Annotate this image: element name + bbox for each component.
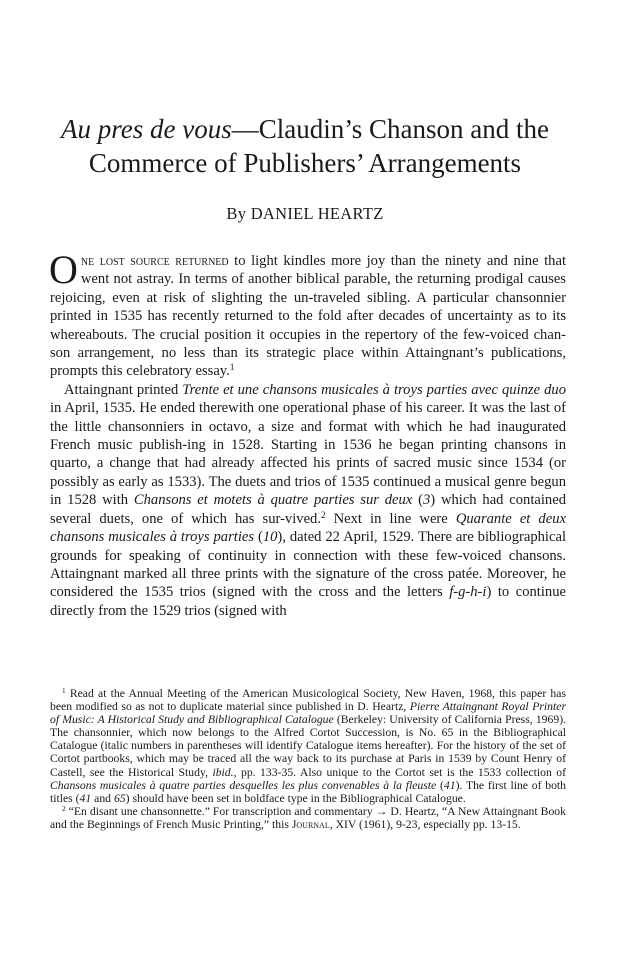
paragraph-1 <box>49 247 567 381</box>
footnote-2-number: 2 <box>62 804 66 813</box>
p2-text-6: ) to continue directly from the 1529 trios (signed with <box>50 584 566 619</box>
footnote-ref-1[interactable]: 1 <box>229 362 235 373</box>
title-rest: —Claudin’s Chanson and the Commerce of Publishers’ Arrangements <box>88 114 549 178</box>
p2-italic-letters: f-g-h-i <box>449 584 487 601</box>
catalogue-number-10: 10 <box>262 529 278 546</box>
footnote-2 <box>50 805 566 831</box>
fn1-cat-65: 65 <box>113 791 126 805</box>
paragraph-1-text: to light kindles more joy than the ninety and nine that went not astray. In terms of another biblical parable, the returning prodigal causes rejoicing, even at risk of slighting the un-traveled sibling. A particular chansonnier printed in 1535 has recently returned to the fold after decades of uncertainty as to its whereabouts. The crucial position it occupies in the repertory of the few-voiced chan-son arrangement, no less than its strategic place within Attaingnant’s publications, prompts this celebratory essay. <box>50 253 567 380</box>
footnote-ref-2[interactable]: 2 <box>321 509 326 520</box>
p2-italic-title-1: Trente et une chansons musicales à troys parties avec quinze duo <box>182 381 566 398</box>
fn1-text-a: Read at the Annual Meeting of the American Musicological Society, New Haven, 1968, this paper has been modified so as not to duplicate material since published in D. Heartz, <box>50 687 566 714</box>
fn1-text-l: ) should have been set in boldface type in the Bibliographical Catalogue. <box>125 791 466 805</box>
fn1-text-h: ). The first line of both titles ( <box>50 778 567 805</box>
footnotes <box>50 687 566 831</box>
fn1-collection-title: Chansons musicales à quatre parties desquelles les plus convenables à la fleuste <box>50 778 437 792</box>
p2-text-1: Attaingnant printed <box>64 381 183 398</box>
title-italic-part: Au pres de vous <box>61 114 232 144</box>
article-title <box>40 112 570 180</box>
fn1-text-c: (Berkeley: University of California Press, 1969). The chansonnier, which now belongs to the Alfred Cortot Succession, is No. 65 in the Bibliographical Catalogue (italic numbers in parentheses will identify Catalogue items hereafter). For the history of the set of Cortot partbooks, which may be traced all the way back to its purchase at Paris in 1539 by Count Henry of Castell, see the Historical Study, <box>50 713 567 779</box>
fn1-cat-41b: 41 <box>79 791 92 805</box>
author-name: DANIEL HEARTZ <box>250 204 384 223</box>
fn2-journal: Journal <box>291 817 330 831</box>
fn1-cat-41a: 41 <box>443 778 456 792</box>
p2-text-2: in April, 1535. He ended therewith one operational phase of his career. It was the last of the little chansonniers in octavo, a size and format with which he had inaugurated French music publish-ing in 1528. Starting in 1536 he began printing chansons in quarto, a change that had already affected his prints of sacred music since 1534 (or possibly as early as 1533). The duets and trios of 1535 continued a musical genre begun in 1528 with <box>50 400 566 509</box>
p2-text-4: Next in line were <box>325 510 456 527</box>
p2-italic-title-2: Chansons et motets à quatre parties sur deux <box>133 492 413 509</box>
article-body <box>49 247 567 620</box>
byline <box>40 204 570 224</box>
fn1-ibid: ibid. <box>212 765 234 779</box>
footnote-1: $^1$ Read at the Annual Meeting of the American Musicological Society, New Haven, 1968, this paper has been modified so as not to duplicate material since published in D. Heartz, Pierre Attaingnant Royal Printer of Music: A Historical Study and Bibliographical Catalogue (Berkeley: University of California Press, 1969). The chansonnier, which now belongs to the Alfred Cortot Succession, is No. 65 in the Bibliographical Catalogue (italic numbers in parentheses will identify Catalogue items hereafter). For the history of the set of Cortot partbooks, which may be traced all the way back to its purchase at Paris in 1539 by Count Henry of Castell, see the Historical Study, ibid., pp. 133-35. Also unique to the Cortot set is the 1533 collection of Chansons musicales à quatre parties desquelles les plus convenables à la fleuste (41). The first line of both titles (41 and 65) should have been set in boldface type in the Bibliographical Catalogue. <box>50 687 567 805</box>
catalogue-number-3: 3 <box>422 492 431 509</box>
p2-text-5: , dated 22 April, 1529. There are bibliographical grounds for speaking of continuity in connection with these few-voiced chansons. Attaingnant marked all three prints with the signature of the cross patée. Moreover, he considered the 1535 trios (signed with the cross and the letters <box>50 529 566 601</box>
footnote-1-number: 1 <box>62 687 66 696</box>
p2-text-3: which had contained several duets, one of which has sur-vived. <box>50 492 566 527</box>
fn2-text-b: , XIV (1961), 9-23, especially pp. 13-15. <box>329 817 521 831</box>
fn1-book-title: Pierre Attaingnant Royal Printer of Music: A Historical Study and Bibliographical Catalogue <box>50 700 566 727</box>
fn2-text-a: “En disant une chansonnette.” For transcription and commentary → D. Heartz, “A New Attaingnant Book and the Beginnings of French Music Printing,” this <box>50 804 566 831</box>
paragraph-2: Attaingnant printed Trente et une chansons musicales à troys parties avec quinze duo in April, 1535. He ended therewith one operational phase of his career. It was the last of the little chansonniers in octavo, a size and format with which he had inaugurated French music publish-ing in 1528. Starting in 1536 he began printing chansons in quarto, a change that had already affected his prints of sacred music since 1534 (or possibly as early as 1533). The duets and trios of 1535 continued a musical genre begun in 1528 with Chansons et motets à quatre parties sur deux (3) which had contained several duets, one of which has sur-vived.$^2$ Next in line were Quarante et deux chansons musicales à troys parties (10), dated 22 April, 1529. There are bibliographical grounds for speaking of continuity in connection with these few-voiced chansons. Attaingnant marked all three prints with the signature of the cross patée. Moreover, he considered the 1535 trios (signed with the cross and the letters f-g-h-i) to continue directly from the 1529 trios (signed with <box>50 381 566 619</box>
fn1-text-j: and <box>91 791 114 805</box>
byline-prefix: By <box>226 204 247 223</box>
drop-cap: O <box>49 247 78 292</box>
opening-small-caps: ne lost source returned <box>80 253 229 269</box>
fn1-text-e: , pp. 133-35. Also unique to the Cortot set is the 1533 collection of <box>233 765 566 779</box>
p2-italic-title-3: Quarante et deux chansons musicales à troys parties <box>50 510 566 546</box>
